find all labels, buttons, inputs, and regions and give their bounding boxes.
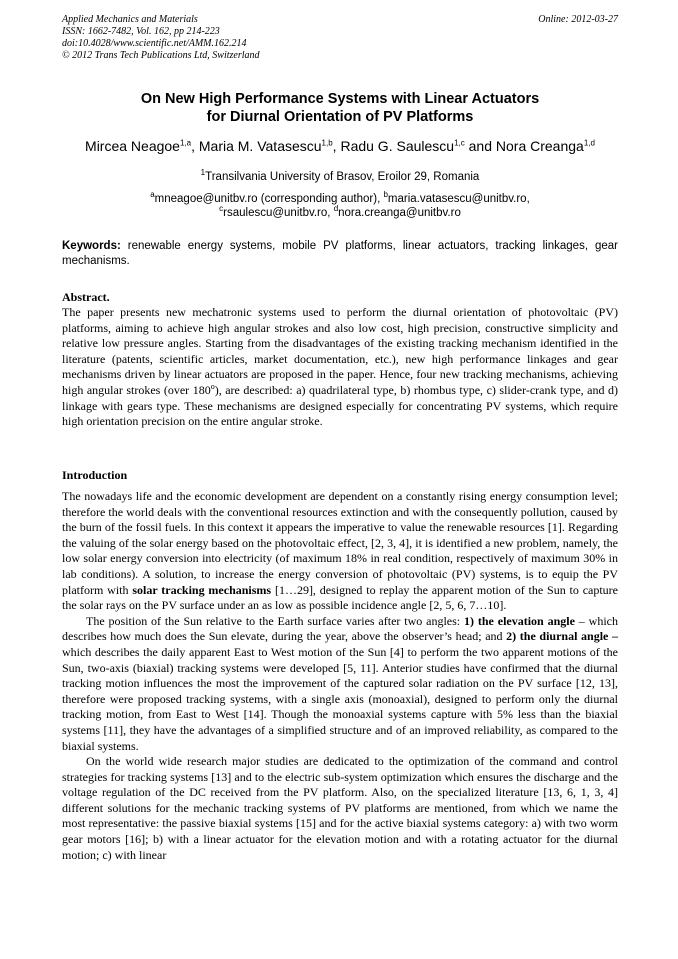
keywords-label: Keywords: [62, 240, 121, 252]
intro-p2-text-mid: – which describes how much does the Sun elevate, during the year, above the observer’s head; and [62, 613, 618, 644]
author-name: Mircea Neagoe [85, 138, 180, 154]
journal-copyright: © 2012 Trans Tech Publications Ltd, Switzerland [62, 50, 260, 61]
intro-paragraph-1 [62, 489, 618, 614]
intro-p1-bold: solar tracking mechanisms [132, 582, 272, 597]
journal-doi: doi:10.4028/www.scientific.net/AMM.162.214 [62, 38, 247, 49]
title-line-1: On New High Performance Systems with Linear Actuators [140, 91, 540, 107]
email-c: rsaulescu@unitbv.ro, [223, 207, 334, 219]
journal-issn: ISSN: 1662-7482, Vol. 162, pp 214-223 [62, 26, 220, 37]
email-mark: c [219, 204, 224, 214]
author-name: Nora Creanga [495, 138, 584, 154]
intro-p2-bold-2: 2) the diurnal angle – [506, 629, 619, 644]
intro-p1-text-end: [1…29], designed to replay the apparent motion of the Sun to capture the solar rays on the PV surface under an as low as possible incidence angle [2, 5, 6, 7…10]. [62, 582, 619, 613]
paper-title [62, 90, 618, 126]
degree-mark: o [210, 381, 215, 391]
author-affiliation-mark: 1,d [583, 138, 595, 148]
affiliation [62, 170, 618, 184]
affiliation-mark: 1 [200, 168, 206, 178]
author-separator: , [191, 138, 199, 154]
author-separator: , [332, 138, 341, 154]
abstract-part-2: ), are described: a) quadrilateral type, b) rhombus type, c) slider-crank type, and d) linkage with gears type. These mechanisms are designed especially for concentrating PV systems, which require high orientation precision on the entire angular stroke. [62, 382, 618, 429]
author-affiliation-mark: 1,a [179, 138, 192, 148]
email-line-2 [62, 206, 618, 220]
author-list [40, 137, 640, 155]
abstract-section [62, 289, 618, 430]
intro-p2-bold-1: 1) the elevation angle [464, 613, 575, 628]
email-mark: a [150, 190, 155, 200]
intro-paragraph-2 [62, 614, 618, 754]
intro-p1-text: The nowadays life and the economic development are dependent on a constantly rising energy consumption level; therefore the world deals with the conventional resources extinction and with the consequently pollution, caused by the burn of the fossil fuels. In this context it appears the imperative to value the renewable resources [1]. Regarding the valuing of the solar energy based on the photovoltaic effect, [2, 3, 4], it is identified a new problem, namely, the low solar energy conversion into electricity (of maximum 18% in real condition, respectively of maximum 30% in lab conditions). A solution, to increase the energy conversion of photovoltaic (PV) systems, is to equip the PV platform with [62, 489, 618, 597]
email-mark: d [333, 204, 339, 214]
email-mark: b [383, 190, 388, 200]
intro-p2-text-end: which describes the daily apparent East to West motion of the Sun [4] to perform the two apparent motions of the Sun, two-axis (biaxial) tracking systems were developed [5, 11]. Anterior studies have confirmed that the diurnal tracking motion influences the most the improvement of the captured solar radiation on the PV surface [12, 13], therefore were proposed tracking systems, with a single axis (monoaxial), designed to perform only the diurnal tracking motion, from East to West [14]. Though the monoaxial systems capture with 5% less than the biaxial systems [11], they have the advantages of a simplified structure and of an improved reliability, as compared to the biaxial systems. [62, 644, 618, 753]
email-a: mneagoe@unitbv.ro (corresponding author), [154, 193, 384, 205]
journal-name: Applied Mechanics and Materials [62, 14, 198, 25]
title-line-2: for Diurnal Orientation of PV Platforms [206, 109, 474, 125]
email-b: maria.vatasescu@unitbv.ro, [387, 193, 530, 205]
keywords-text: renewable energy systems, mobile PV platforms, linear actuators, tracking linkages, gear mechanisms. [62, 240, 618, 267]
author-emails [62, 192, 618, 220]
abstract-text [62, 305, 618, 430]
email-d: nora.creanga@unitbv.ro [338, 207, 461, 219]
introduction-section [62, 467, 618, 863]
abstract-part-1: The paper presents new mechatronic systems used to perform the diurnal orientation of photovoltaic (PV) platforms, aiming to achieve high angular strokes and also low cost, high precision, constructive simplicity and relative low pressure angles. Starting from the disadvantages of the existing tracking mechanism identified in the literature (patents, scientific articles, market documentation, etc.), new high performance linkages and gear mechanisms driven by linear actuators are proposed in the paper. Hence, four new tracking mechanisms, achieving high angular strokes (over 180 [62, 305, 618, 397]
author-affiliation-mark: 1,c [454, 138, 465, 148]
intro-paragraph-3: On the world wide research major studies are dedicated to the optimization of the command and control strategies for tracking systems [13] and to the electric sub-system optimization which ensures the discharge and the voltage regulation of the DC received from the PV platform. Also, on the specialized literature [13, 6, 1, 3, 4] different solutions for the mechanic tracking systems of PV platforms are mentioned, from which we name the most representative: the passive biaxial systems [15] and for the active biaxial systems category: a) with two worm gear motors [16]; b) with a linear actuator for the elevation motion and with a rotating actuator for the diurnal motion; c) with linear [62, 754, 618, 862]
journal-header [62, 14, 618, 62]
intro-p2-text: The position of the Sun relative to the Earth surface varies after two angles: [86, 613, 465, 628]
online-date: Online: 2012-03-27 [538, 14, 618, 25]
author-name: Maria M. Vatasescu [198, 138, 322, 154]
keywords [62, 239, 618, 269]
email-line-1 [62, 192, 618, 206]
introduction-heading: Introduction [62, 468, 128, 482]
author-affiliation-mark: 1,b [321, 138, 333, 148]
author-separator: and [464, 138, 496, 154]
abstract-heading: Abstract. [62, 290, 110, 304]
affiliation-text: Transilvania University of Brasov, Eroilor 29, Romania [205, 171, 480, 183]
author-name: Radu G. Saulescu [340, 138, 455, 154]
